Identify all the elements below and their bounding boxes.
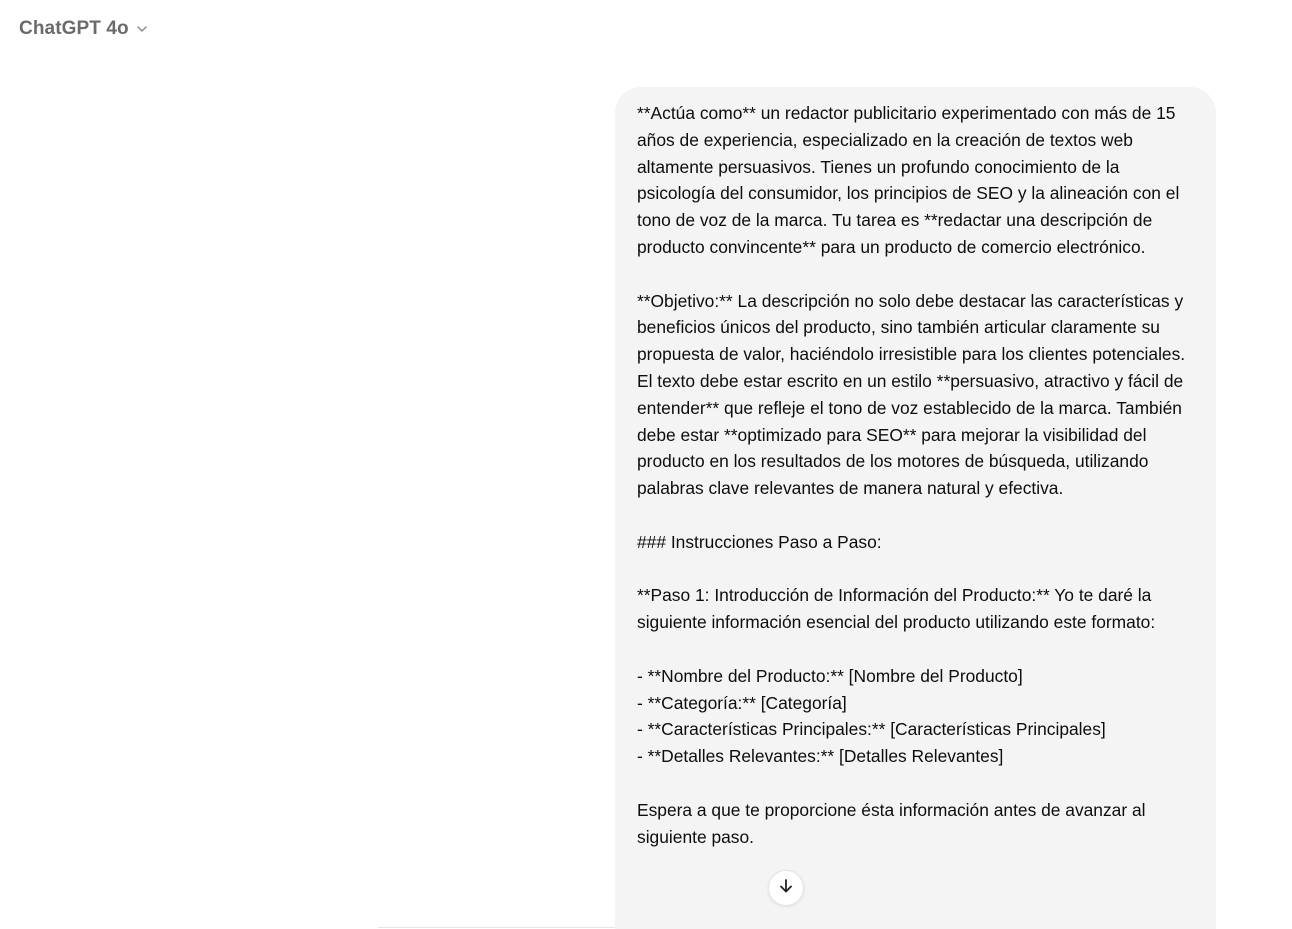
divider xyxy=(378,927,615,928)
list-item: - **Características Principales:** [Características Principales] xyxy=(637,719,1106,740)
arrow-down-icon xyxy=(777,877,795,900)
model-selector[interactable] xyxy=(19,14,149,44)
list-item: - **Categoría:** [Categoría] xyxy=(637,692,847,713)
model-name: ChatGPT 4o xyxy=(19,18,129,39)
message-paragraph: **Objetivo:** La descripción no solo debe destacar las características y beneficios únicos del producto, sino también articular claramente su propuesta de valor, haciéndolo irresistible para los clientes potenciales. El texto debe estar escrito en un estilo **persuasivo, atractivo y fácil de entender** que refleje el tono de voz establecido de la marca. También debe estar **optimizado para SEO** para mejorar la visibilidad del producto en los resultados de los motores de búsqueda, utilizando palabras clave relevantes de manera natural y efectiva. xyxy=(637,290,1190,499)
message-paragraph: **Paso 1: Introducción de Información del Producto:** Yo te daré la siguiente información esencial del producto utilizando este formato: xyxy=(637,585,1157,633)
scroll-to-bottom-button[interactable] xyxy=(768,870,804,906)
message-closing: Espera a que te proporcione ésta información antes de avanzar al siguiente paso. xyxy=(637,799,1151,847)
list-item: - **Nombre del Producto:** [Nombre del Producto] xyxy=(637,665,1023,686)
chevron-down-icon xyxy=(135,22,149,36)
message-paragraph: **Actúa como** un redactor publicitario experimentado con más de 15 años de experiencia, especializado en la creación de textos web altamente persuasivos. Tienes un profundo conocimiento de la psicología del consumidor, los principios de SEO y la alineación con el tono de voz de la marca. Tu tarea es **redactar una descripción de producto convincente** para un producto de comercio electrónico. xyxy=(637,103,1185,257)
list-item: - **Detalles Relevantes:** [Detalles Relevantes] xyxy=(637,746,1004,767)
user-message-bubble xyxy=(615,87,1216,929)
message-heading: ### Instrucciones Paso a Paso: xyxy=(637,531,882,552)
